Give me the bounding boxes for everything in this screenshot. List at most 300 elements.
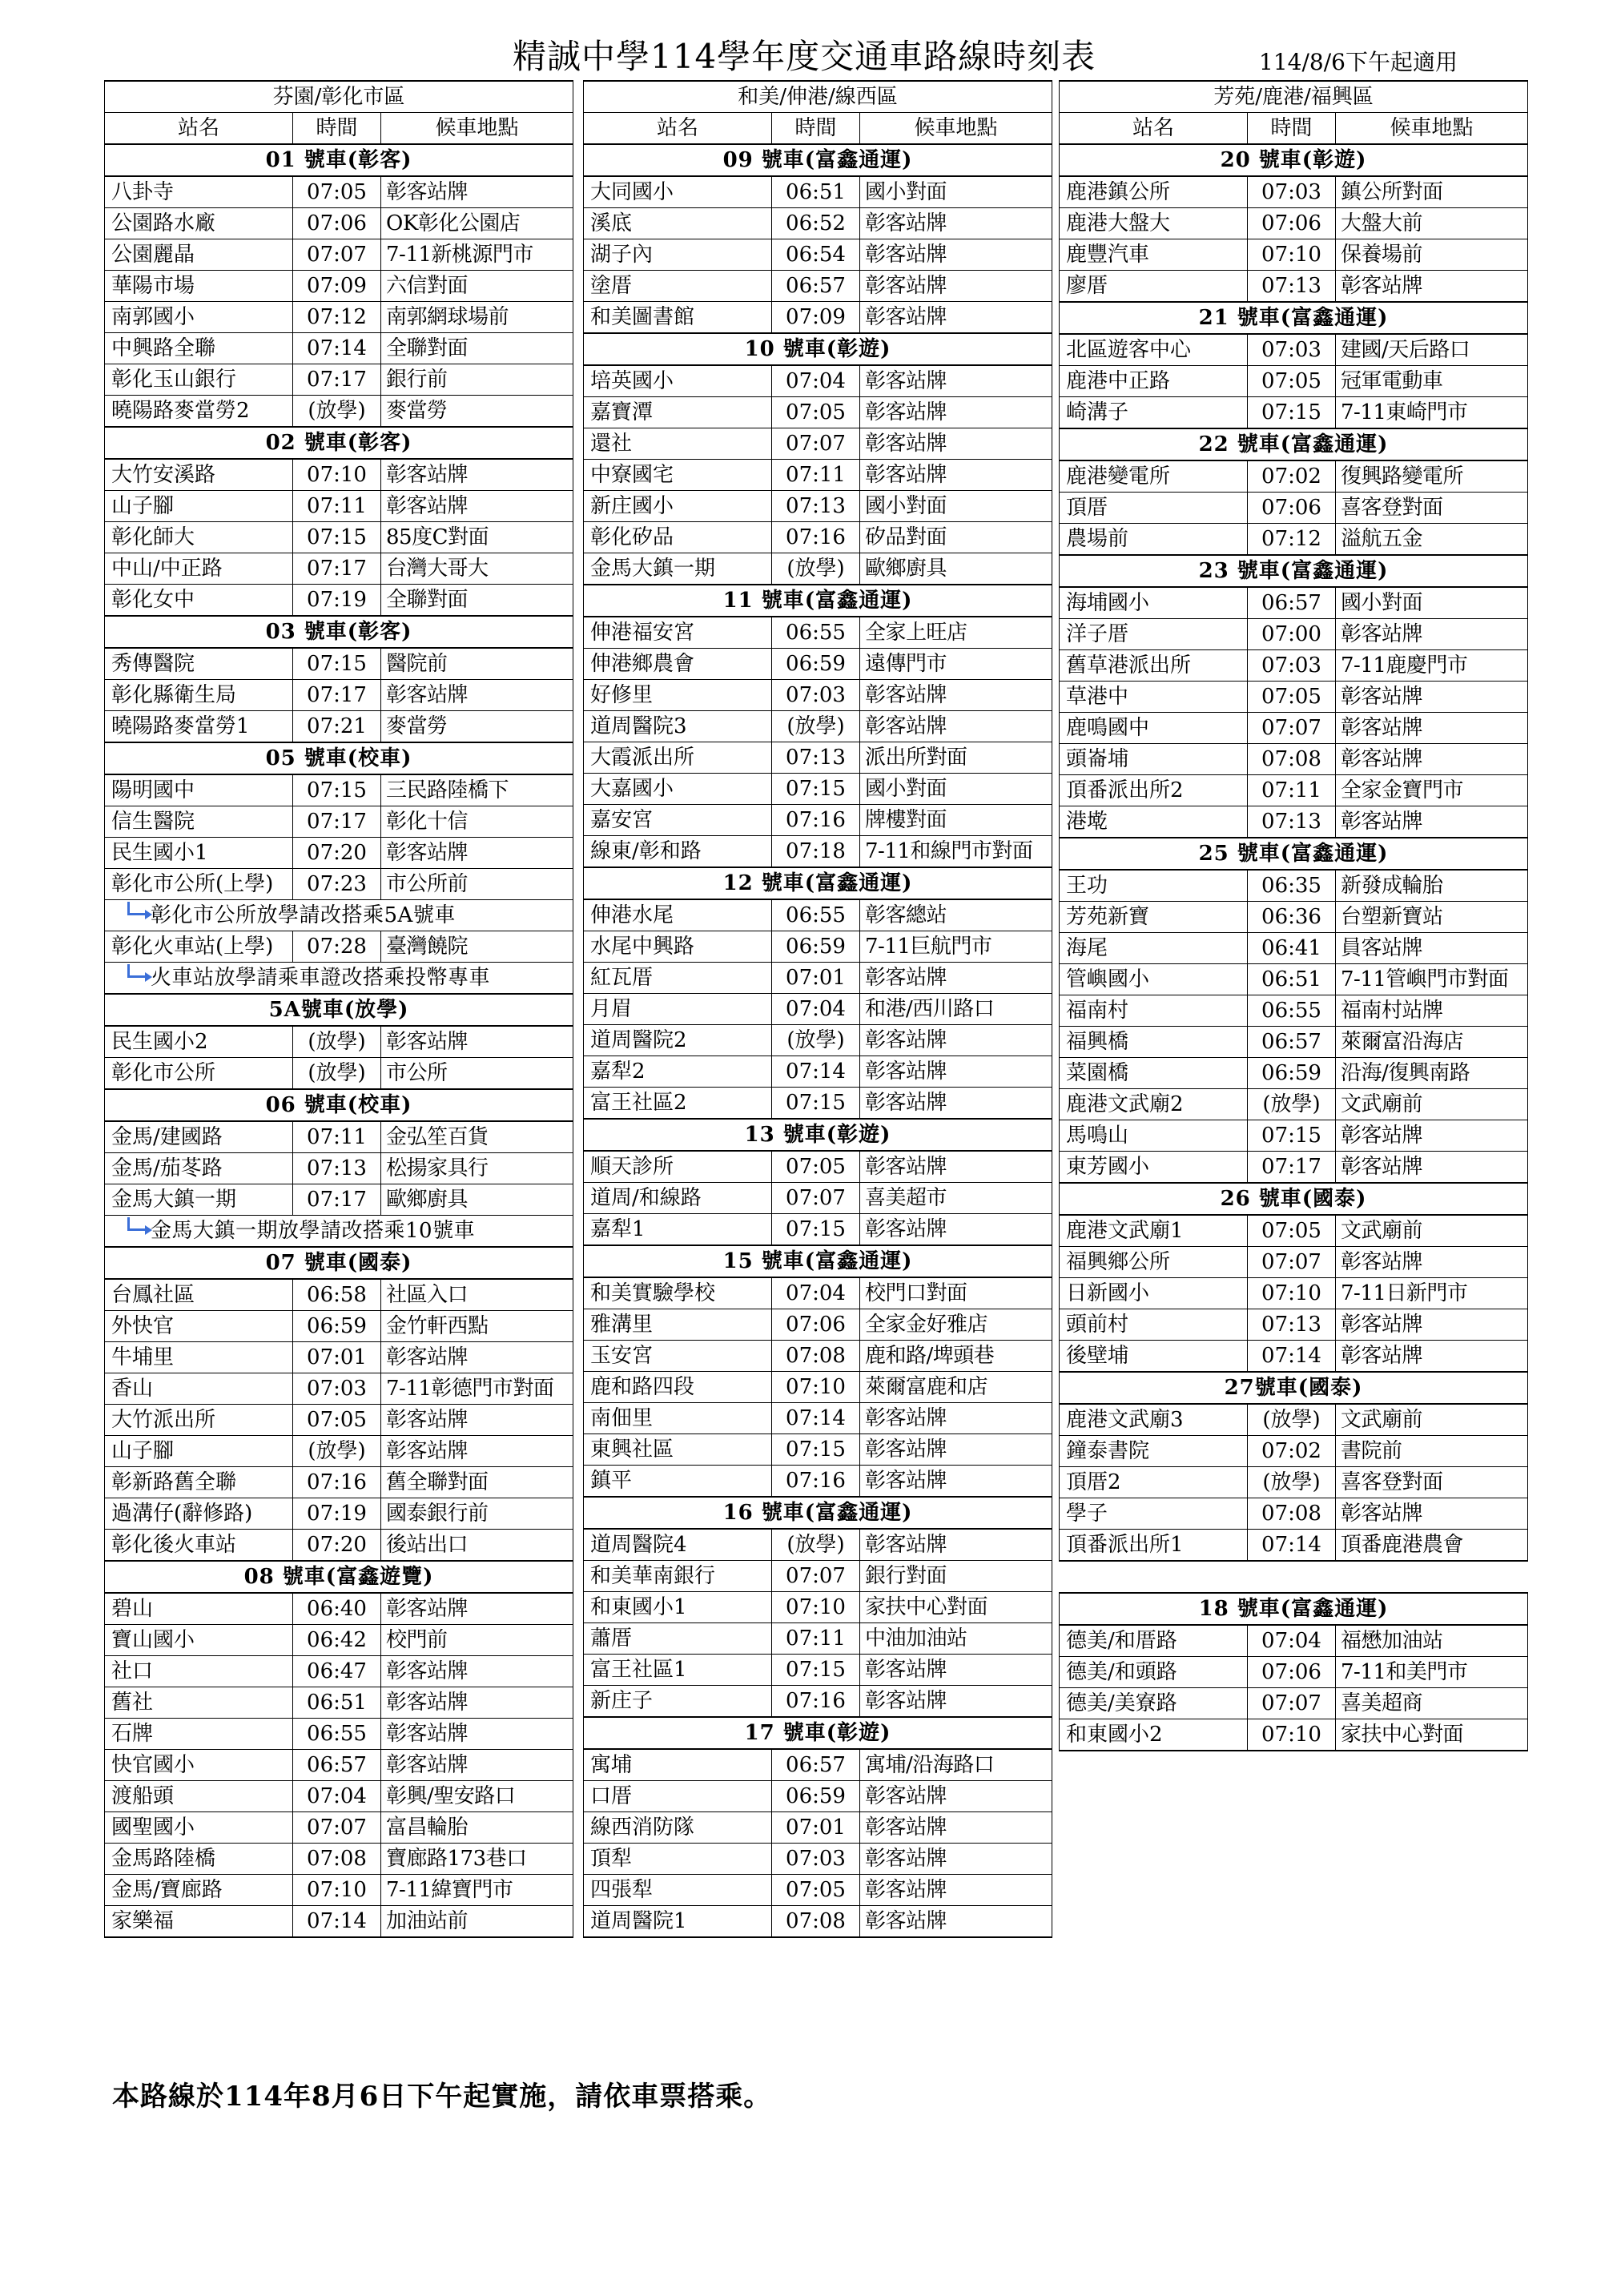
stop-name: 彰化師大 [105, 522, 293, 553]
stop-name: 鹿豐汽車 [1060, 239, 1248, 271]
stop-place: 寶廊路173巷口 [381, 1844, 573, 1875]
stop-time: 07:15 [1248, 397, 1336, 429]
stop-name: 雅溝里 [584, 1309, 772, 1341]
stop-name: 富王社區2 [584, 1088, 772, 1120]
stop-place: 鎮公所對面 [1336, 176, 1528, 208]
stop-name: 山子腳 [105, 491, 293, 522]
stop-place: 彰客站牌 [1336, 1152, 1528, 1184]
stop-place: 南郭網球場前 [381, 302, 573, 333]
stop-row [1060, 650, 1528, 682]
stop-row [1060, 775, 1528, 806]
stop-row [584, 994, 1052, 1025]
stop-time: 07:12 [1248, 524, 1336, 556]
stop-row [105, 774, 573, 806]
stop-name: 彰化火車站(上學) [105, 931, 293, 963]
stop-place: 市公所 [381, 1058, 573, 1090]
stop-place: 彰客站牌 [860, 271, 1052, 302]
stop-place: 彰客站牌 [860, 1812, 1052, 1844]
stop-name: 中山/中正路 [105, 553, 293, 585]
stop-place: 彰客站牌 [381, 491, 573, 522]
stop-name: 好修里 [584, 680, 772, 711]
stop-row [105, 1184, 573, 1216]
stop-place: 彰客站牌 [860, 460, 1052, 491]
stop-place: 文武廟前 [1336, 1089, 1528, 1120]
region-header [105, 81, 573, 113]
bus-header [1060, 428, 1528, 460]
stop-row [1060, 1404, 1528, 1436]
stop-time: 07:14 [293, 333, 381, 364]
stop-row [584, 365, 1052, 397]
turn-arrow-icon [127, 902, 146, 915]
stop-place: 喜美超市 [860, 1183, 1052, 1214]
stop-time: 07:03 [1248, 650, 1336, 682]
stop-row [584, 522, 1052, 553]
stop-row [1060, 1152, 1528, 1184]
stop-name: 大嘉國小 [584, 774, 772, 805]
stop-place: 彰客站牌 [860, 680, 1052, 711]
bus-header [1060, 555, 1528, 587]
stop-name: 紅瓦厝 [584, 963, 772, 994]
stop-name: 鹿港鎮公所 [1060, 176, 1248, 208]
stop-time: 07:12 [293, 302, 381, 333]
schedule-table [583, 80, 1052, 1938]
stop-row [105, 1719, 573, 1750]
header-stop: 站名 [584, 113, 772, 145]
stop-time: 07:16 [772, 1466, 860, 1498]
stop-place: 矽品對面 [860, 522, 1052, 553]
bus-title: 13 號車(彰遊) [584, 1119, 1052, 1151]
stop-place: 彰客站牌 [381, 1405, 573, 1436]
stop-time: 07:20 [293, 838, 381, 869]
header-place: 候車地點 [1336, 113, 1528, 145]
stop-time: 06:51 [1248, 964, 1336, 995]
stop-place: 保養場前 [1336, 239, 1528, 271]
stop-place: 彰客站牌 [381, 680, 573, 711]
stop-time: (放學) [772, 711, 860, 742]
stop-place: 彰客站牌 [860, 1434, 1052, 1466]
stop-name: 南佃里 [584, 1403, 772, 1434]
bus-title: 15 號車(富鑫通運) [584, 1245, 1052, 1277]
stop-time: 07:01 [772, 963, 860, 994]
stop-time: 07:02 [1248, 460, 1336, 493]
stop-name: 彰化女中 [105, 585, 293, 617]
stop-time: 07:13 [1248, 271, 1336, 303]
stop-name: 碧山 [105, 1593, 293, 1625]
stop-time: 06:35 [1248, 870, 1336, 902]
stop-name: 北區遊客中心 [1060, 334, 1248, 366]
stop-time: 07:15 [772, 1088, 860, 1120]
stop-place: 彰客站牌 [381, 1342, 573, 1373]
stop-time: (放學) [293, 1026, 381, 1058]
stop-time: 07:08 [772, 1906, 860, 1938]
stop-time: 06:58 [293, 1279, 381, 1311]
stop-row [105, 869, 573, 900]
stop-place: 加油站前 [381, 1906, 573, 1938]
bus-title: 21 號車(富鑫通運) [1060, 302, 1528, 334]
stop-name: 頂番派出所1 [1060, 1530, 1248, 1562]
stop-row [1060, 208, 1528, 239]
stop-name: 舊社 [105, 1687, 293, 1719]
bus-header [584, 585, 1052, 617]
stop-name: 頂厝2 [1060, 1467, 1248, 1498]
stop-time: 07:08 [293, 1844, 381, 1875]
stop-row [105, 1625, 573, 1656]
stop-place: 7-11和線門市對面 [860, 836, 1052, 868]
stop-name: 國聖國小 [105, 1812, 293, 1844]
stop-place: 彰客站牌 [860, 1466, 1052, 1498]
stop-row [584, 1749, 1052, 1781]
transfer-note [105, 963, 573, 995]
stop-name: 頭前村 [1060, 1309, 1248, 1341]
stop-name: 後壁埔 [1060, 1341, 1248, 1373]
stop-place: 社區入口 [381, 1279, 573, 1311]
stop-name: 四張犁 [584, 1875, 772, 1906]
stop-place: 松揚家具行 [381, 1153, 573, 1184]
stop-name: 社口 [105, 1656, 293, 1687]
stop-row [1060, 1058, 1528, 1089]
stop-time: 07:17 [293, 806, 381, 838]
stop-row [105, 1875, 573, 1906]
stop-row [584, 1088, 1052, 1120]
stop-time: 07:13 [772, 491, 860, 522]
stop-time: 07:15 [772, 774, 860, 805]
stop-time: 07:16 [772, 805, 860, 836]
stop-row [584, 711, 1052, 742]
stop-row [105, 1311, 573, 1342]
stop-time: 07:16 [772, 522, 860, 553]
stop-time: 06:52 [772, 208, 860, 239]
stop-row [584, 649, 1052, 680]
schedule-table [104, 80, 573, 1938]
transfer-note [105, 900, 573, 931]
stop-row [584, 491, 1052, 522]
stop-place: 國小對面 [860, 491, 1052, 522]
stop-row [1060, 1467, 1528, 1498]
stop-row [105, 302, 573, 333]
stop-row [105, 459, 573, 491]
stop-name: 福南村 [1060, 995, 1248, 1027]
stop-place: 遠傳門市 [860, 649, 1052, 680]
stop-name: 外快官 [105, 1311, 293, 1342]
stop-place: 新發成輪胎 [1336, 870, 1528, 902]
stop-place: 彰客站牌 [1336, 1247, 1528, 1278]
stop-name: 月眉 [584, 994, 772, 1025]
bus-title: 01 號車(彰客) [105, 144, 573, 176]
stop-time: 07:11 [293, 1121, 381, 1153]
stop-name: 東興社區 [584, 1434, 772, 1466]
stop-name: 湖子內 [584, 239, 772, 271]
stop-name: 大竹安溪路 [105, 459, 293, 491]
stop-row [1060, 334, 1528, 366]
stop-time: 07:10 [772, 1372, 860, 1403]
stop-time: 07:15 [293, 522, 381, 553]
stop-time: 06:59 [772, 931, 860, 963]
stop-time: 07:10 [293, 459, 381, 491]
column-headers [105, 113, 573, 145]
stop-name: 彰化玉山銀行 [105, 364, 293, 396]
stop-place: 臺灣饒院 [381, 931, 573, 963]
stop-time: 07:05 [1248, 366, 1336, 397]
stop-row [584, 1655, 1052, 1686]
stop-time: 07:10 [1248, 1719, 1336, 1751]
stop-place: 彰客站牌 [860, 239, 1052, 271]
stop-time: 07:13 [1248, 806, 1336, 838]
stop-place: 彰客站牌 [860, 428, 1052, 460]
stop-row [105, 1844, 573, 1875]
stop-time: 07:10 [1248, 1278, 1336, 1309]
stop-time: 06:47 [293, 1656, 381, 1687]
header-time: 時間 [772, 113, 860, 145]
stop-row [105, 1467, 573, 1498]
stop-row [584, 397, 1052, 428]
stop-time: 07:17 [1248, 1152, 1336, 1184]
stop-row [105, 1498, 573, 1530]
stop-name: 線西消防隊 [584, 1812, 772, 1844]
stop-time: 07:06 [1248, 493, 1336, 524]
stop-name: 台鳳社區 [105, 1279, 293, 1311]
bus-title: 07 號車(國泰) [105, 1247, 573, 1279]
stop-place: 家扶中心對面 [860, 1592, 1052, 1623]
stop-row [1060, 1688, 1528, 1719]
stop-row [105, 239, 573, 271]
bus-header [584, 1717, 1052, 1749]
bus-header [1060, 1593, 1528, 1625]
stop-name: 鹿港文武廟2 [1060, 1089, 1248, 1120]
stop-place: 7-11日新門市 [1336, 1278, 1528, 1309]
stop-place: 彰客站牌 [860, 1875, 1052, 1906]
stop-place: 全家金寶門市 [1336, 775, 1528, 806]
stop-time: 07:05 [772, 1151, 860, 1183]
stop-place: 萊爾富沿海店 [1336, 1027, 1528, 1058]
stop-time: 07:03 [1248, 334, 1336, 366]
bus-title: 26 號車(國泰) [1060, 1183, 1528, 1215]
stop-row [1060, 744, 1528, 775]
stop-row [1060, 1309, 1528, 1341]
bus-title: 27號車(國泰) [1060, 1372, 1528, 1404]
stop-time: 07:05 [772, 1875, 860, 1906]
stop-time: 07:06 [772, 1309, 860, 1341]
stop-row [584, 1781, 1052, 1812]
transfer-note-cell [105, 900, 573, 931]
stop-place: 大盤大前 [1336, 208, 1528, 239]
stop-name: 順天診所 [584, 1151, 772, 1183]
stop-place: 萊爾富鹿和店 [860, 1372, 1052, 1403]
stop-place: 彰客站牌 [860, 1151, 1052, 1183]
stop-name: 溪底 [584, 208, 772, 239]
stop-place: 鹿和路/埤頭巷 [860, 1341, 1052, 1372]
stop-place: 頂番鹿港農會 [1336, 1530, 1528, 1562]
stop-name: 鹿港變電所 [1060, 460, 1248, 493]
stop-name: 伸港水尾 [584, 899, 772, 931]
stop-place: 彰客站牌 [860, 711, 1052, 742]
stop-time: 07:09 [772, 302, 860, 334]
stop-row [1060, 806, 1528, 838]
stop-place: 彰客站牌 [1336, 744, 1528, 775]
stop-row [584, 742, 1052, 774]
stop-row [1060, 933, 1528, 964]
header-stop: 站名 [105, 113, 293, 145]
stop-name: 還社 [584, 428, 772, 460]
transfer-note-cell [105, 1216, 573, 1248]
header-stop: 站名 [1060, 113, 1248, 145]
stop-place: 國小對面 [860, 176, 1052, 208]
bus-title: 08 號車(富鑫遊覽) [105, 1561, 573, 1593]
stop-place: 彰客站牌 [1336, 1341, 1528, 1373]
stop-row [584, 1812, 1052, 1844]
stop-place: 彰客總站 [860, 899, 1052, 931]
stop-name: 渡船頭 [105, 1781, 293, 1812]
stop-place: 彰客站牌 [860, 1025, 1052, 1056]
bus-header [1060, 838, 1528, 870]
stop-time: 06:51 [772, 176, 860, 208]
stop-time: 07:06 [1248, 208, 1336, 239]
stop-time: 07:11 [1248, 775, 1336, 806]
stop-place: 彰客站牌 [860, 1906, 1052, 1938]
stop-place: 家扶中心對面 [1336, 1719, 1528, 1751]
stop-row [105, 806, 573, 838]
stop-time: 07:07 [1248, 1688, 1336, 1719]
stop-time: 07:11 [293, 491, 381, 522]
stop-place: 彰客站牌 [381, 1656, 573, 1687]
stop-time: 07:07 [1248, 713, 1336, 744]
stop-place: 福懋加油站 [1336, 1625, 1528, 1657]
stop-time: 07:19 [293, 585, 381, 617]
stop-row [1060, 870, 1528, 902]
stop-time: 06:40 [293, 1593, 381, 1625]
stop-name: 曉陽路麥當勞1 [105, 711, 293, 743]
stop-row [584, 1906, 1052, 1938]
stop-name: 線東/彰和路 [584, 836, 772, 868]
stop-time: 06:54 [772, 239, 860, 271]
stop-name: 頭崙埔 [1060, 744, 1248, 775]
stop-name: 寶山國小 [105, 1625, 293, 1656]
stop-time: 07:14 [772, 1056, 860, 1088]
footer-note: 本路線於114年8月6日下午起實施，請依車票搭乘。 [112, 2081, 772, 2113]
stop-place: 彰客站牌 [860, 365, 1052, 397]
stop-row [105, 1656, 573, 1687]
stop-time: 07:13 [772, 742, 860, 774]
stop-place: 彰客站牌 [860, 1655, 1052, 1686]
stop-time: 07:14 [1248, 1530, 1336, 1562]
stop-row [1060, 587, 1528, 619]
stop-name: 和美實驗學校 [584, 1277, 772, 1309]
stop-name: 大霞派出所 [584, 742, 772, 774]
bus-header [1060, 302, 1528, 334]
stop-name: 彰化縣衛生局 [105, 680, 293, 711]
bus-title: 20 號車(彰遊) [1060, 144, 1528, 176]
note-text: 火車站放學請乘車證改搭乘投幣專車 [151, 966, 491, 990]
stop-place: 彰客站牌 [381, 1026, 573, 1058]
bus-header [584, 144, 1052, 176]
stop-row [1060, 176, 1528, 208]
stop-place: 三民路陸橋下 [381, 774, 573, 806]
stop-time: 07:02 [1248, 1436, 1336, 1467]
stop-place: 校門前 [381, 1625, 573, 1656]
stop-row [1060, 902, 1528, 933]
stop-time: 07:05 [1248, 682, 1336, 713]
stop-place: 彰客站牌 [860, 1781, 1052, 1812]
stop-place: 彰客站牌 [1336, 1309, 1528, 1341]
stop-time: 07:18 [772, 836, 860, 868]
stop-row [584, 1403, 1052, 1434]
stop-place: 喜客登對面 [1336, 493, 1528, 524]
stop-row [105, 1026, 573, 1058]
stop-place: 彰客站牌 [860, 302, 1052, 334]
stop-row [584, 1025, 1052, 1056]
stop-row [584, 963, 1052, 994]
stop-name: 金馬/寶廊路 [105, 1875, 293, 1906]
stop-place: OK彰化公園店 [381, 208, 573, 239]
stop-row [105, 931, 573, 963]
stop-place: 金竹軒西點 [381, 1311, 573, 1342]
stop-place: 六信對面 [381, 271, 573, 302]
stop-row [1060, 397, 1528, 429]
bus-header [105, 427, 573, 459]
stop-place: 國小對面 [860, 774, 1052, 805]
bus-title: 03 號車(彰客) [105, 616, 573, 648]
region-title: 和美/伸港/線西區 [584, 81, 1052, 113]
stop-name: 和美圖書館 [584, 302, 772, 334]
stop-place: 喜美超商 [1336, 1688, 1528, 1719]
stop-place: 後站出口 [381, 1530, 573, 1562]
stop-row [584, 1875, 1052, 1906]
stop-name: 石牌 [105, 1719, 293, 1750]
route-column-3 [1059, 80, 1527, 1751]
stop-name: 彰化矽品 [584, 522, 772, 553]
stop-time: 07:04 [772, 365, 860, 397]
stop-time: 06:55 [772, 617, 860, 649]
stop-time: 06:59 [293, 1311, 381, 1342]
stop-row [584, 428, 1052, 460]
stop-row [1060, 1436, 1528, 1467]
turn-arrow-icon [127, 964, 146, 978]
stop-place: 全家上旺店 [860, 617, 1052, 649]
stop-name: 公園麗晶 [105, 239, 293, 271]
stop-time: (放學) [1248, 1467, 1336, 1498]
stop-place: 全聯對面 [381, 585, 573, 617]
stop-place: 建國/天后路口 [1336, 334, 1528, 366]
stop-place: 彰客站牌 [860, 963, 1052, 994]
stop-name: 學子 [1060, 1498, 1248, 1530]
bus-title: 16 號車(富鑫通運) [584, 1497, 1052, 1529]
stop-place: 文武廟前 [1336, 1215, 1528, 1247]
stop-place: 彰客站牌 [860, 1088, 1052, 1120]
stop-name: 王功 [1060, 870, 1248, 902]
stop-time: 07:04 [1248, 1625, 1336, 1657]
route-column-1 [104, 80, 573, 1938]
bus-header [105, 1089, 573, 1121]
stop-time: 07:16 [293, 1467, 381, 1498]
stop-row [105, 1781, 573, 1812]
stop-place: 金弘笙百貨 [381, 1121, 573, 1153]
stop-place: 銀行前 [381, 364, 573, 396]
stop-time: 06:55 [1248, 995, 1336, 1027]
stop-row [1060, 1089, 1528, 1120]
stop-name: 頂犁 [584, 1844, 772, 1875]
stop-name: 新庄子 [584, 1686, 772, 1718]
stop-row [105, 1405, 573, 1436]
stop-time: 07:03 [293, 1373, 381, 1405]
header-time: 時間 [293, 113, 381, 145]
stop-time: 07:17 [293, 1184, 381, 1216]
stop-time: 06:57 [772, 271, 860, 302]
stop-time: 06:59 [1248, 1058, 1336, 1089]
stop-row [1060, 271, 1528, 303]
bus-title: 02 號車(彰客) [105, 427, 573, 459]
stop-place: 國小對面 [1336, 587, 1528, 619]
transfer-note-cell [105, 963, 573, 995]
stop-place: 彰客站牌 [1336, 806, 1528, 838]
